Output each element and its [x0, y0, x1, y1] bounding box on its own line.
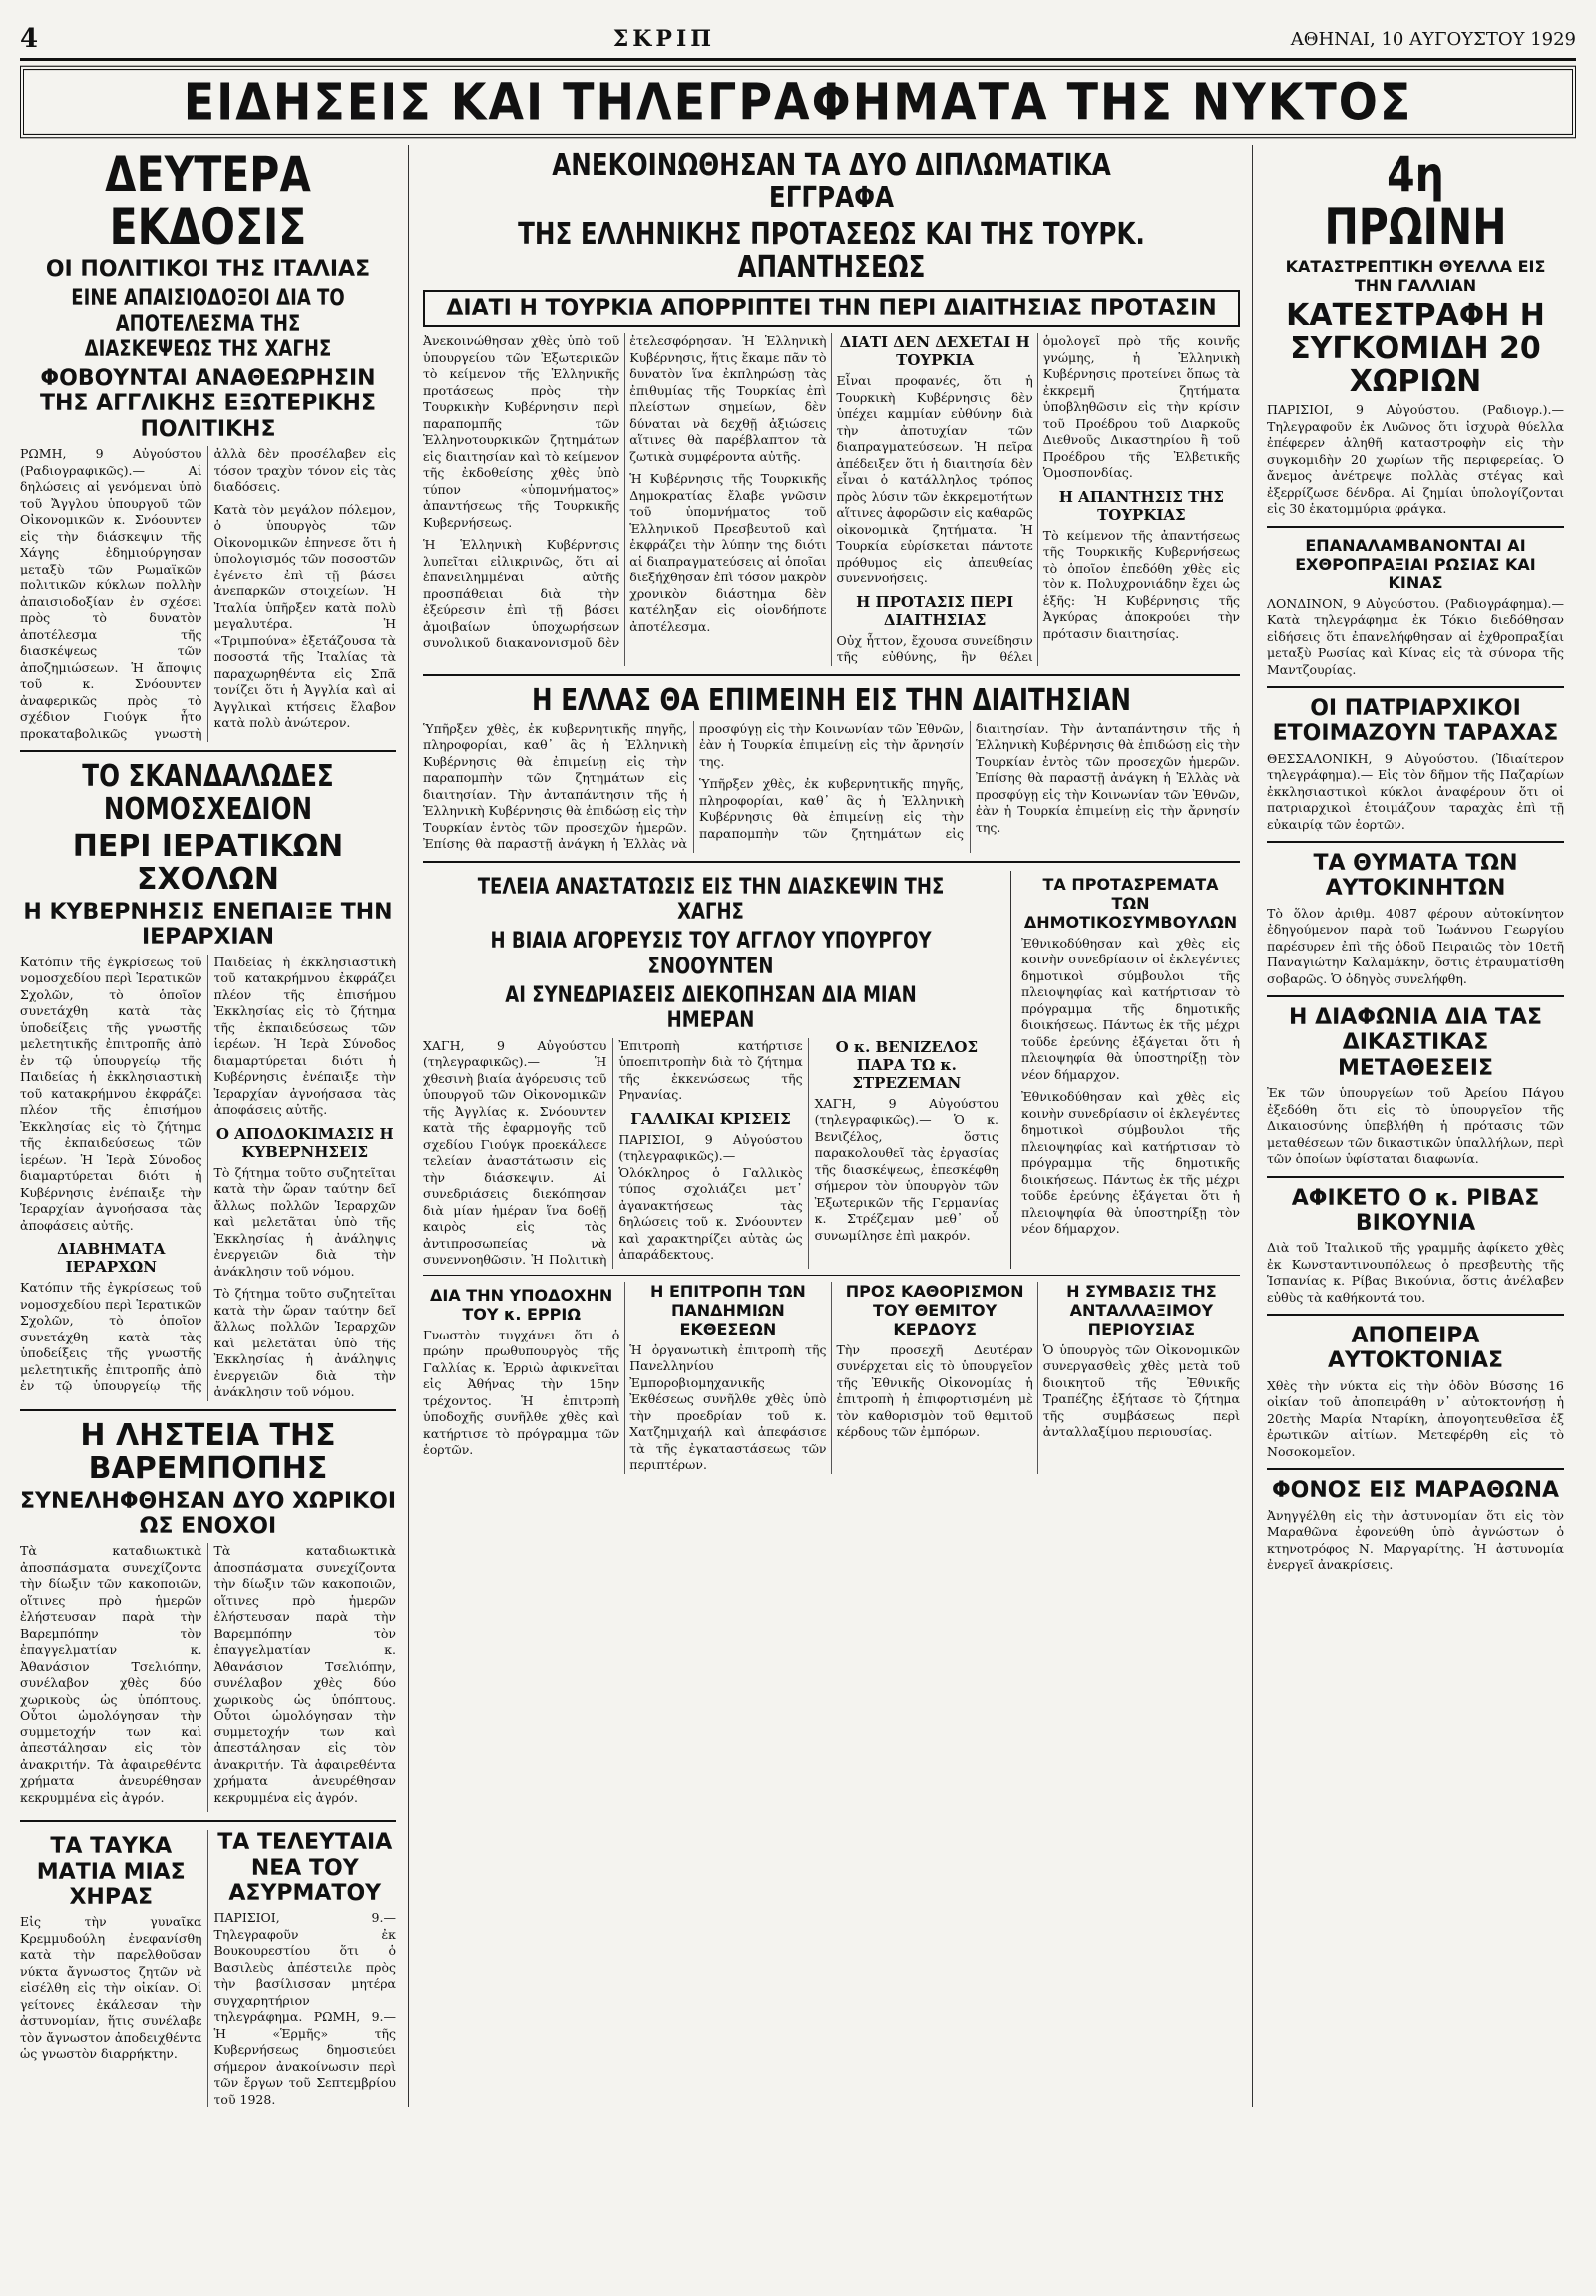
venizelos-subhead: Ο κ. ΒΕΝΙΖΕΛΟΣ ΠΑΡΑ ΤΩ κ. ΣΤΡΕΖΕΜΑΝ — [835, 1037, 979, 1092]
right-column — [1267, 145, 1576, 2107]
page-header — [20, 24, 1576, 61]
diplomatic-paragraph-5: Οὐχ ἧττον, ἔχουσα συνείδησιν τῆς εὐθύνης, ἣν θέλει ὁμολογεῖ πρὸ τῆς κοινῆς γνώμης, ἡ Ἑλληνικὴ Κυβέρνησις προτείνει ὅπως τὰ ἐκκρεμῆ ζητήματα ὑποβληθῶσιν εἰς τὴν κρίσιν τοῦ Προέδρου τοῦ Διαρκοῦς Διεθνοῦς Δικαστηρίου ἢ τοῦ Προέδρου τῆς Ἐλβετικῆς Ὁμοσπονδίας. — [836, 333, 1240, 665]
page-banner: ΕΙΔΗΣΕΙΣ ΚΑΙ ΤΗΛΕΓΡΑΦΗΜΑΤΑ ΤΗΣ ΝΥΚΤΟΣ — [20, 66, 1576, 139]
left-column — [20, 145, 409, 2107]
profit-paragraph: Τὴν προσεχῆ Δευτέραν συνέρχεται εἰς τὸ ὑπουργεῖον τῆς Ἐθνικῆς Οἰκονομίας ἡ ἐπιτροπὴ ἡ ἐπιφορτισμένη μὲ τὸν καθορισμὸν τοῦ θεμιτοῦ κέρδους τῶν ἐμπόρων. — [836, 1341, 1033, 1440]
murder-headline: ΦΟΝΟΣ ΕΙΣ ΜΑΡΑΘΩΝΑ — [1271, 1478, 1560, 1504]
storm-headline-1: ΚΑΤΑΣΤΡΕΠΤΙΚΗ ΘΥΕΛΛΑ ΕΙΣ ΤΗΝ ΓΑΛΛΙΑΝ — [1285, 257, 1546, 295]
robbery-article — [20, 1543, 396, 1812]
russia-china-headline: ΕΠΑΝΑΛΑΜΒΑΝΟΝΤΑΙ ΑΙ ΕΧΘΡΟΠΡΑΞΙΑΙ ΡΩΣΙΑΣ ΚΑΙ ΚΙΝΑΣ — [1295, 535, 1536, 592]
newspaper-page — [20, 24, 1576, 2248]
wireless-headline: ΤΑ ΤΕΛΕΥΤΑΙΑ ΝΕΑ ΤΟΥ ΑΣΥΡΜΑΤΟΥ — [217, 1830, 393, 1906]
arrival-paragraph: Διὰ τοῦ Ἰταλικοῦ τῆς γραμμῆς ἀφίκετο χθὲς ἐκ Κωνσταντινουπόλεως ὁ πρεσβευτὴς τῆς Ἱσπανίας κ. Ρίβας Βικούνια, ὅστις ἀνέλαβεν εὐθὺς τὰ καθήκοντά του. — [1267, 1240, 1564, 1305]
exhibition-paragraph: Ἡ ὀργανωτικὴ ἐπιτροπὴ τῆς Πανελληνίου Ἐμποροβιομηχανικῆς Ἐκθέσεως συνῆλθε χθὲς ὑπὸ τὴν προεδρίαν τοῦ κ. Χατζημιχαήλ καὶ ἀπεφάσισε τὰ τῆς ἐγκαταστάσεως τῶν περιπτέρων. — [629, 1341, 827, 1473]
storm-paragraph: ΠΑΡΙΣΙΟΙ, 9 Αὐγούστου. (Ραδιογρ.).— Τηλεγραφοῦν ἐκ Λυῶνος ὅτι ἰσχυρὰ θύελλα ἐπέφερεν ἀληθῆ καταστροφὴν εἰς τὴν συγκομιδὴν 20 χωρίων τῆς περιφερείας. Ὁ ἄνεμος ἀνέτρεψε πολλὰς στέγας καὶ ἐξερρίζωσε δένδρα. Αἱ ζημίαι ὑπολογίζονται εἰς 30 ἑκατομμύρια φράγκα. — [1267, 402, 1564, 516]
arrival-headline: ΑΦΙΚΕΤΟ Ο κ. ΡΙΒΑΣ ΒΙΚΟΥΝΙΑ — [1291, 1185, 1540, 1236]
venizelos-paragraph: ΧΑΓΗ, 9 Αὐγούστου (τηλεγραφικῶς).— Ὁ κ. Βενιζέλος, ὅστις παρακολουθεῖ τὰς ἐργασίας τῆς διασκέψεως, ἐπεσκέφθη σήμερον τὸν ὑπουργὸν τῶν Ἐξωτερικῶν τῆς Γερμανίας κ. Στρέζεμαν μεθ᾽ οὗ συνωμίλησε ἐπὶ μακρόν. — [814, 1095, 998, 1243]
italy-paragraph-2: Κατὰ τὸν μεγάλον πόλεμον, ὁ ὑπουργὸς τῶν Οἰκονομικῶν ἐπηνεσε ὅτι ἡ ὑπολογισμός τῶν ποσοστῶν ἐγένετο ἐπὶ τῇ βάσει ἀνεπαρκῶν στοιχείων. Ἡ Ἰταλία ὑπῆρξεν κατὰ πολὺ μεγαλυτέρα. Ἡ «Τριμπούνα» ἐξετάζουσα τὰ ποσοστά τῆς Ἰταλίας τὰ παραχωρηθέντα εἰς Σπᾶ τονίζει ὅτι ἡ Ἀγγλία καὶ αἱ Ἀγγλικαὶ κτήσεις ἔλαβον κατὰ πολὺ ἀνώτερον. — [213, 501, 396, 731]
haag-article — [423, 1038, 998, 1269]
divider — [1267, 1176, 1564, 1178]
right-edition-title: 4η ΠΡΩΙΝΗ — [1324, 146, 1507, 256]
disagreement-paragraph: Ἐκ τῶν ὑπουργείων τοῦ Ἀρείου Πάγου ἐξεδόθη ὅτι εἰς τὸ ὑπουργεῖον τῆς Δικαιοσύνης ὑπεβλήθη ἡ πρότασις τῶν μεταθέσεων τῶν δικαστικῶν ὑπαλλήλων, περὶ τῶν ὁποίων ὑφίσταται διαφωνία. — [1267, 1085, 1564, 1167]
issue-date: ΑΘΗΝΑΙ, 10 ΑΥΓΟΥΣΤΟΥ 1929 — [1290, 28, 1576, 50]
turkish-reply-subhead: Η ΑΠΑΝΤΗΣΙΣ ΤΗΣ ΤΟΥΡΚΙΑΣ — [1058, 487, 1225, 524]
murder-paragraph: Ἀνηγγέλθη εἰς τὴν ἀστυνομίαν ὅτι εἰς τὸν Μαραθῶνα ἐφονεύθη ὑπὸ ἀγνώστων ὁ κτηνοτρόφος Ν. Μαργαρίτης. Ἡ ἀστυνομία ἐνεργεῖ ἀνακρίσεις. — [1267, 1507, 1564, 1573]
herriot-paragraph: Γνωστὸν τυγχάνει ὅτι ὁ πρώην πρωθυπουργὸς τῆς Γαλλίας κ. Ἐρριὼ ἀφικνεῖται εἰς Ἀθήνας τὴν 15ην τρέχοντος. Ἡ ἐπιτροπὴ ὑποδοχῆς συνῆλθε χθὲς καὶ κατήρτισε τὸ πρόγραμμα τῶν ἑορτῶν. — [423, 1327, 620, 1458]
bottom-items — [423, 1282, 1240, 1474]
diplomatic-paragraph-1: Ἀνεκοινώθησαν χθὲς ὑπὸ τοῦ ὑπουργείου τῶν Ἐξωτερικῶν τὸ κείμενον τῆς Ἑλληνικῆς προτάσεως πρὸς τὴν Τουρκικὴν Κυβέρνησιν περὶ παραπομπῆς τῶν Ἑλληνοτουρκικῶν ζητημάτων εἰς διαιτησίαν καὶ τὸ κείμενον τῆς ἐκδοθείσης χθὲς ὑπὸ τύπον «ὑπομνήματος» ἀπαντήσεως τῆς Τουρκικῆς Κυβερνήσεως. — [423, 333, 620, 530]
italy-article — [20, 446, 396, 742]
property-paragraph: Ὁ ὑπουργὸς τῶν Οἰκονομικῶν συνεργασθεὶς χθὲς μετὰ τοῦ διοικητοῦ τῆς Ἐθνικῆς Τραπέζης ἐξήτασε τὸ ζήτημα τῆς συμβάσεως περὶ ἀνταλλαξίμου περιουσίας. — [1042, 1341, 1240, 1440]
haag-paragraph: ΧΑΓΗ, 9 Αὐγούστου (τηλεγραφικῶς).— Ἡ χθεσινὴ βιαία ἀγόρευσις τοῦ ὑπουργοῦ τῶν Οἰκονομικῶν τῆς Ἀγγλίας κ. Σνόουντεν κατὰ τῆς ἐφαρμογῆς τοῦ σχεδίου Γιούγκ προεκάλεσε τελείαν ἀναστάτωσιν εἰς τὴν διάσκεψιν. Αἱ συνεδριάσεις διεκόπησαν διὰ μίαν ἡμέραν ἵνα δοθῇ καιρὸς εἰς τὰς ἀντιπροσωπείας νὰ συνεννοηθῶσιν. Ἡ Πολιτικὴ Ἐπιτροπὴ κατήρτισε ὑποεπιτροπὴν διὰ τὸ ζήτημα τῆς ἐκκενώσεως τῆς Ρηνανίας. — [423, 1037, 803, 1268]
widow-paragraph: Εἰς τὴν γυναῖκα Κρεμμυδούλη ἐνεφανίσθη κατὰ τὴν παρελθοῦσαν νύκτα ἄγνωστος ζητῶν νὰ εἰσέλθη εἰς τὴν οἰκίαν. Οἱ γείτονες ἐκάλεσαν τὴν ἀστυνομίαν, ἥτις συνέλαβε τὸν ἄγνωστον ἀποδειχθέντα ὡς γνωστὸν διαρρήκτην. — [20, 1914, 202, 2062]
bill-paragraph-1: Κατόπιν τῆς ἐγκρίσεως τοῦ νομοσχεδίου περὶ Ἱερατικῶν Σχολῶν, τὸ ὁποῖον συνετάχθη κατὰ τὰς ὑποδείξεις τῆς γνωστῆς μελετητικῆς ἐπιτροπῆς ἀπὸ ἐν τῷ ὑπουργείῳ τῆς Παιδείας ἡ ἐκκλησιαστικὴ τοῦ κατακρήμνου ἐκφράζει πλέον τῆς ἐπισήμου Ἐκκλησίας εἰς τὸ ζήτημα τῆς ἐκπαιδεύσεως τῶν ἱερέων. Ἡ Ἱερὰ Σύνοδος διαμαρτύρεται διότι ἡ Κυβέρνησις ἐνέπαιξε τὴν Ἱεραρχίαν ἀγνοήσασα τὰς ἀποφάσεις αὐτῆς. — [20, 954, 202, 1233]
haag-main — [423, 871, 998, 1269]
russia-china-paragraph: ΛΟΝΔΙΝΟΝ, 9 Αὐγούστου. (Ραδιογράφημα).— Κατὰ τηλεγράφημα ἐκ Τόκιο διεδόθησαν εἰδήσεις ὅτι ἐπανελήφθησαν αἱ ἐχθροπραξίαι μεταξὺ Ρωσίας καὶ Κίνας εἰς τὰ σύνορα τῆς Μαντζουρίας. — [1267, 595, 1564, 677]
diplomatic-article — [423, 333, 1240, 666]
columns — [20, 145, 1576, 2107]
why-not-subhead: ΔΙΑΤΙ ΔΕΝ ΔΕΧΕΤΑΙ Η ΤΟΥΡΚΙΑ — [839, 333, 1030, 370]
greece-insists-paragraph: Ὑπῆρξεν χθὲς, ἐκ κυβερνητικῆς πηγῆς, πληροφορίαι, καθ᾽ ἃς ἡ Ἑλληνικὴ Κυβέρνησις θὰ ἐπιμείνῃ εἰς τὴν παραπομπὴν τῶν ζητημάτων εἰς διαιτησίαν. Τὴν ἀνταπάντησιν τῆς ἡ Ἑλληνικὴ Κυβέρνησις θὰ ἐπιδώσῃ εἰς τὴν Τουρκίαν ἐντὸς τῶν προσεχῶν ἡμερῶν. Ἐπίσης θὰ παραστῇ ἀνάγκη ἡ Ἑλλὰς νὰ προσφύγῃ εἰς τὴν Κοινωνίαν τῶν Ἐθνῶν, ἐὰν ἡ Τουρκία ἐπιμείνῃ εἰς τὴν ἄρνησίν της. — [423, 720, 964, 852]
center-column — [423, 145, 1253, 2107]
wireless-paragraph: ΠΑΡΙΣΙΟΙ, 9.— Τηλεγραφοῦν ἐκ Βουκουρεστίου ὅτι ὁ Βασιλεὺς ἀπέστειλε πρὸς τὴν βασίλισσαν μητέρα συγχαρητήριον τηλεγράφημα. ΡΩΜΗ, 9.— Ἡ «Ἑρμῆς» τῆς Κυβερνήσεως δημοσιεύει σήμερον ἀνακοίνωσιν περὶ τῶν ἔργων τοῦ Σεπτεμβρίου τοῦ 1928. — [213, 1910, 396, 2106]
bill-headline-3: Η ΚΥΒΕΡΝΗΣΙΣ ΕΝΕΠΑΙΞΕ ΤΗΝ ΙΕΡΑΡΧΙΑΝ — [23, 900, 393, 951]
bill-headline-2: ΠΕΡΙ ΙΕΡΑΤΙΚΩΝ ΣΧΟΛΩΝ — [72, 829, 344, 898]
italy-paragraph-1: ΡΩΜΗ, 9 Αὐγούστου (Ραδιογραφικῶς).— Αἱ δηλώσεις αἱ γενόμεναι ὑπὸ τοῦ Ἄγγλου ὑπουργοῦ τῶν Οἰκονομικῶν κ. Σνόουντεν εἰς τὴν διάσκεψιν τῆς Χάγης ἐδημιούργησαν μεταξὺ τῶν Ρωμαϊκῶν πολιτικῶν κύκλων πολλὴν ἀπαισιοδοξίαν ἐν σχέσει πρὸς τὸ δυνατὸν ἀποτέλεσμα τῆς διασκέψεως τῶν ἀποζημιώσεων. Ἡ ἄποψις τοῦ κ. Σνόουντεν ἀναφερικῶς πρὸς τὸ σχέδιον Γιούγκ ἦτο προκαταβολικῶς γνωστὴ ἀλλὰ δὲν προσέλαβεν εἰς τόσον τραχὺν τόνον εἰς τὰς διαδόσεις. — [20, 446, 396, 741]
divider — [1267, 995, 1564, 997]
bill-article — [20, 955, 396, 1401]
bill-paragraph-2b: Τὸ ζήτημα τοῦτο συζητεῖται κατὰ τὴν ὥραν ταύτην δεῖ ἄλλως πολλῶν Ἱεραρχῶν καὶ μελετᾶται ὑπὸ τῆς Ἐκκλησίας ἡ ἀνάληψις ἐνεργειῶν διὰ τὴν ἀνάκλησιν τοῦ νόμου. — [213, 1286, 396, 1400]
suicide-paragraph: Χθὲς τὴν νύκτα εἰς τὴν ὁδὸν Βύσσης 16 οἰκίαν τοῦ ἀποπειράθη ν᾽ αὐτοκτονήσῃ ἡ 20ετὴς Μαρία Νταρίκη, ἀπογοητευθεῖσα ἐξ ἐρωτικῶν αἰτίων. Μετεφέρθη εἰς τὸ Νοσοκομεῖον. — [1267, 1377, 1564, 1459]
property-headline: Η ΣΥΜΒΑΣΙΣ ΤΗΣ ΑΝΤΑΛΛΑΞΙΜΟΥ ΠΕΡΙΟΥΣΙΑΣ — [1066, 1281, 1217, 1339]
suicide-headline: ΑΠΟΠΕΙΡΑ ΑΥΤΟΚΤΟΝΙΑΣ — [1327, 1324, 1504, 1374]
divider — [1267, 841, 1564, 843]
italy-headline-3: ΦΟΒΟΥΝΤΑΙ ΑΝΑΘΕΩΡΗΣΙΝ ΤΗΣ ΑΓΓΛΙΚΗΣ ΕΞΩΤΕΡΙΚΗΣ ΠΟΛΙΤΙΚΗΣ — [40, 366, 376, 442]
exhibition-headline: Η ΕΠΙΤΡΟΠΗ ΤΩΝ ΠΑΝΔΗΜΙΩΝ ΕΚΘΕΣΕΩΝ — [650, 1281, 806, 1339]
disagreement-headline: Η ΔΙΑΦΩΝΙΑ ΔΙΑ ΤΑΣ ΔΙΚΑΣΤΙΚΑΣ ΜΕΤΑΘΕΣΕΙΣ — [1289, 1005, 1542, 1081]
bill-subhead-1: ΔΙΑΒΗΜΑΤΑ ΙΕΡΑΡΧΩΝ — [57, 1240, 166, 1277]
haag-headline-3: ΑΙ ΣΥΝΕΔΡΙΑΣΕΙΣ ΔΙΕΚΟΠΗΣΑΝ ΔΙΑ ΜΙΑΝ ΗΜΕΡΑΝ — [505, 982, 917, 1034]
herriot-headline: ΔΙΑ ΤΗΝ ΥΠΟΔΟΧΗΝ ΤΟΥ κ. ΕΡΡΙΩ — [430, 1285, 613, 1324]
greece-insists-headline: Η ΕΛΛΑΣ ΘΑ ΕΠΙΜΕΙΝΗ ΕΙΣ ΤΗΝ ΔΙΑΙΤΗΣΙΑΝ — [532, 682, 1131, 718]
patriarchal-paragraph: ΘΕΣΣΑΛΟΝΙΚΗ, 9 Αὐγούστου. (Ἰδιαίτερον τηλεγράφημα).— Εἰς τὸν δῆμον τῆς Παζαρίων ἐκκλησιαστικοὶ κύκλοι ἀναφέρουν ὅτι οἱ πατριαρχικοὶ ἑτοιμάζουν ταραχὰς ἐπὶ τῇ εὐκαιρίᾳ τῶν ἑορτῶν. — [1267, 750, 1564, 832]
edition-title: ΔΕΥΤΕΡΑ ΕΚΔΟΣΙΣ — [104, 146, 312, 256]
arbitration-subhead: Η ΠΡΟΤΑΣΙΣ ΠΕΡΙ ΔΙΑΙΤΗΣΙΑΣ — [856, 592, 1014, 629]
greece-insists-paragraph-b: Ὑπῆρξεν χθὲς, ἐκ κυβερνητικῆς πηγῆς, πληροφορίαι, καθ᾽ ἃς ἡ Ἑλληνικὴ Κυβέρνησις θὰ ἐπιμείνῃ εἰς τὴν παραπομπὴν τῶν ζητημάτων εἰς διαιτησίαν. Τὴν ἀνταπάντησιν τῆς ἡ Ἑλληνικὴ Κυβέρνησις θὰ ἐπιδώσῃ εἰς τὴν Τουρκίαν ἐντὸς τῶν προσεχῶν ἡμερῶν. Ἐπίσης θὰ παραστῇ ἀνάγκη ἡ Ἑλλὰς νὰ προσφύγῃ εἰς τὴν Κοινωνίαν τῶν Ἐθνῶν, ἐὰν ἡ Τουρκία ἐπιμείνῃ εἰς τὴν ἄρνησίν της. — [699, 720, 1240, 841]
robbery-paragraph: Τὰ καταδιωκτικὰ ἀποσπάσματα συνεχίζοντα τὴν δίωξιν τῶν κακοποιῶν, οἵτινες πρὸ ἡμερῶν ἐλήστευσαν παρὰ τὴν Βαρεμπόπην τὸν ἐπαγγελματίαν κ. Ἀθανάσιον Τσελιόπην, συνέλαβον χθὲς δύο χωρικοὺς ὡς ὑπόπτους. Οὗτοι ὡμολόγησαν τὴν συμμετοχήν των καὶ ἀπεστάλησαν εἰς τὸν ἀνακριτήν. Τὰ ἀφαιρεθέντα χρήματα ἀνευρέθησαν κεκρυμμένα εἰς ἀγρόν. — [20, 1543, 202, 1805]
haag-headline-2: Η ΒΙΑΙΑ ΑΓΟΡΕΥΣΙΣ ΤΟΥ ΑΓΓΛΟΥ ΥΠΟΥΡΓΟΥ ΣΝΟΟΥΝΤΕΝ — [490, 929, 932, 979]
dimot-paragraph-b: Ἐθνικοδύθησαν καὶ χθὲς εἰς κοινὴν συνεδρίασιν οἱ ἐκλεγέντες δημοτικοὶ σύμβουλοι τῆς πλειοψηφίας καὶ κατήρτισαν τὸ πρόγραμμα τῆς δημοτικῆς διοικήσεως. Πάντως ἐκ τῆς μέχρι τοῦδε ἐρεύνης ἐξάγεται ὅτι ἡ πλειοψηφία θὰ ὑποστηρίξῃ τὸν νέον δήμαρχον. — [1021, 1089, 1240, 1237]
patriarchal-headline: ΟΙ ΠΑΤΡΙΑΡΧΙΚΟΙ ΕΤΟΙΜΑΖΟΥΝ ΤΑΡΑΧΑΣ — [1272, 696, 1559, 747]
divider — [423, 1275, 1240, 1276]
car-victims-paragraph: Τὸ ὅλον ἀριθμ. 4087 φέρουν αὐτοκίνητον ἐδηγούμενον παρὰ τοῦ Ἰωάννου Γεωργίου παρέσυρεν ἐπὶ τῆς ὁδοῦ Πειραιῶς τὸν 10ετῆ Παναγιώτην Καλαμάκην, ὅστις ἐτραυματίσθη σοβαρῶς. Ὁ ὁδηγὸς συνελήφθη. — [1267, 905, 1564, 986]
haag-headline-1: ΤΕΛΕΙΑ ΑΝΑΣΤΑΤΩΣΙΣ ΕΙΣ ΤΗΝ ΔΙΑΣΚΕΨΙΝ ΤΗΣ ΧΑΓΗΣ — [477, 874, 945, 926]
profit-headline: ΠΡΟΣ ΚΑΘΟΡΙΣΜΟΝ ΤΟΥ ΘΕΜΙΤΟΥ ΚΕΡΔΟΥΣ — [845, 1281, 1024, 1339]
greece-insists-article — [423, 721, 1240, 853]
robbery-headline-2: ΣΥΝΕΛΗΦΘΗΣΑΝ ΔΥΟ ΧΩΡΙΚΟΙ ΩΣ ΕΝΟΧΟΙ — [20, 1488, 397, 1539]
car-victims-headline: ΤΑ ΘΥΜΑΤΑ ΤΩΝ ΑΥΤΟΚΙΝΗΤΩΝ — [1313, 851, 1518, 902]
diplomatic-paragraph-2: Ἡ Ἑλληνικὴ Κυβέρνησις λυπεῖται εἰλικρινῶς, ὅτι αἱ ἐπανειλημμέναι αὐτῆς προσπάθειαι διὰ τὴν ἐξεύρεσιν ἐπὶ τῇ βάσει ἀμοιβαίων ὑποχωρήσεων συνολικοῦ διακανονισμοῦ δὲν ἐτελεσφόρησαν. Ἡ Ἑλληνικὴ Κυβέρνησις, ἥτις ἔκαμε πᾶν τὸ δυνατὸν ἵνα ἐκπληρώσῃ τὰς ἐπιθυμίας τῆς Τουρκίας ἐπὶ πλείστων σημείων, δὲν δύναται νὰ δεχθῇ ἀξιώσεις αἵτινες θὰ παρέβλαπτον τὰ ζωτικὰ συμφέροντα αὐτῆς. — [423, 333, 827, 651]
main-headline-3: ΔΙΑΤΙ Η ΤΟΥΡΚΙΑ ΑΠΟΡΡΙΠΤΕΙ ΤΗΝ ΠΕΡΙ ΔΙΑΙΤΗΣΙΑΣ ΠΡΟΤΑΣΙΝ — [423, 290, 1240, 327]
divider — [20, 750, 396, 752]
dimot-paragraph: Ἐθνικοδύθησαν καὶ χθὲς εἰς κοινὴν συνεδρίασιν οἱ ἐκλεγέντες δημοτικοὶ σύμβουλοι τῆς πλειοψηφίας καὶ κατήρτισαν τὸ πρόγραμμα τῆς δημοτικῆς διοικήσεως. Πάντως ἐκ τῆς μέχρι τοῦδε ἐρεύνης ἐξάγεται ὅτι ἡ πλειοψηφία θὰ ὑποστηρίξῃ τὸν νέον δήμαρχον. — [1021, 935, 1240, 1082]
italy-headline-2: ΕΙΝΕ ΑΠΑΙΣΙΟΔΟΞΟΙ ΔΙΑ ΤΟ ΑΠΟΤΕΛΕΣΜΑ ΤΗΣ ΔΙΑΣΚΕΨΕΩΣ ΤΗΣ ΧΑΓΗΣ — [71, 286, 345, 362]
widow-headline: ΤΑ ΤΑΥΚΑ ΜΑΤΙΑ ΜΙΑΣ ΧΗΡΑΣ — [36, 1834, 186, 1910]
dimot-box — [1010, 871, 1240, 1269]
divider — [423, 674, 1240, 676]
divider — [20, 1820, 396, 1822]
storm-headline-2: ΚΑΤΕΣΤΡΑΦΗ Η ΣΥΓΚΟΜΙΔΗ 20 ΧΩΡΙΩΝ — [1286, 298, 1545, 399]
divider — [20, 1409, 396, 1411]
bill-paragraph-1b: Κατόπιν τῆς ἐγκρίσεως τοῦ νομοσχεδίου περὶ Ἱερατικῶν Σχολῶν, τὸ ὁποῖον συνετάχθη κατὰ τὰς ὑποδείξεις τῆς γνωστῆς μελετητικῆς ἐπιτροπῆς ἀπὸ ἐν τῷ ὑπουργείῳ τῆς Παιδείας ἡ ἐκκλησιαστικὴ τοῦ κατακρήμνου ἐκφράζει πλέον τῆς ἐπισήμου Ἐκκλησίας εἰς τὸ ζήτημα τῆς ἐκπαιδεύσεως τῶν ἱερέων. Ἡ Ἱερὰ Σύνοδος διαμαρτύρεται διότι ἡ Κυβέρνησις ἐνέπαιξε τὴν Ἱεραρχίαν ἀγνοήσασα τὰς ἀποφάσεις αὐτῆς. — [20, 954, 396, 1394]
robbery-paragraph-b: Τὰ καταδιωκτικὰ ἀποσπάσματα συνεχίζοντα τὴν δίωξιν τῶν κακοποιῶν, οἵτινες πρὸ ἡμερῶν ἐλήστευσαν παρὰ τὴν Βαρεμπόπην τὸν ἐπαγγελματίαν κ. Ἀθανάσιον Τσελιόπην, συνέλαβον χθὲς δύο χωρικοὺς ὡς ὑπόπτους. Οὗτοι ὡμολόγησαν τὴν συμμετοχήν των καὶ ἀπεστάλησαν εἰς τὸν ἀνακριτήν. Τὰ ἀφαιρεθέντα χρήματα ἀνευρέθησαν κεκρυμμένα εἰς ἀγρόν. — [213, 1543, 396, 1805]
gallia-subhead: ΓΑΛΛΙΚΑΙ ΚΡΙΣΕΙΣ — [630, 1109, 791, 1128]
divider — [1267, 686, 1564, 688]
divider — [1267, 526, 1564, 528]
bill-headline-1: ΤΟ ΣΚΑΝΔΑΛΩΔΕΣ ΝΟΜΟΣΧΕΔΙΟΝ — [82, 759, 334, 828]
divider — [1267, 1468, 1564, 1470]
diplomatic-paragraph-4: Εἶναι προφανές, ὅτι ἡ Τουρκικὴ Κυβέρνησις δὲν ὑπέχει καμμίαν εὐθύνην διὰ τὴν ἀποτυχίαν τῶν διαπραγματεύσεων. Ἡ πεῖρα ἀπέδειξεν ὅτι ἡ διαιτησία δὲν εἶναι ὁ κατάλληλος τρόπος πρὸς λύσιν τῶν ἐκκρεμοτήτων αἵτινες ἀφορῶσιν εἰς καθαρῶς οἰκονομικὰ ζητήματα. Ἡ Τουρκία εὑρίσκεται πάντοτε πρόθυμος εἰς ἀπευθείας συνεννοήσεις. — [836, 373, 1033, 586]
bill-paragraph-2: Τὸ ζήτημα τοῦτο συζητεῖται κατὰ τὴν ὥραν ταύτην δεῖ ἄλλως πολλῶν Ἱεραρχῶν καὶ μελετᾶται ὑπὸ τῆς Ἐκκλησίας ἡ ἀνάληψις ἐνεργειῶν διὰ τὴν ἀνάκλησιν τοῦ νόμου. — [213, 1164, 396, 1279]
main-headline-2: ΤΗΣ ΕΛΛΗΝΙΚΗΣ ΠΡΟΤΑΣΕΩΣ ΚΑΙ ΤΗΣ ΤΟΥΡΚ. ΑΠΑΝΤΗΣΕΩΣ — [518, 217, 1145, 285]
diplomatic-paragraph-6: Τὸ κείμενον τῆς ἀπαντήσεως τῆς Τουρκικῆς Κυβερνήσεως τὸ ὁποῖον ἐπεδόθη χθὲς εἰς τὸν κ. Πολυχρονιάδην ἔχει ὡς ἑξῆς: Ἡ Κυβέρνησις τῆς Ἀγκύρας ἀποκρούει τὴν πρότασιν διαιτησίας. — [1042, 527, 1240, 641]
robbery-headline-1: Η ΛΗΣΤΕΙΑ ΤΗΣ ΒΑΡΕΜΠΟΠΗΣ — [80, 1417, 336, 1486]
divider — [423, 861, 1240, 863]
divider — [1267, 1314, 1564, 1316]
bill-subhead-2: Ο ΑΠΟΔΟΚΙΜΑΣΙΣ Η ΚΥΒΕΡΝΗΣΕΙΣ — [215, 1124, 394, 1161]
italy-headline-1: ΟΙ ΠΟΛΙΤΙΚΟΙ ΤΗΣ ΙΤΑΛΙΑΣ — [45, 257, 371, 282]
dimot-headline: ΤΑ ΠΡΟΤΑΣΡΕΜΑΤΑ ΤΩΝ ΔΗΜΟΤΙΚΟΣΥΜΒΟΥΛΩΝ — [1023, 874, 1238, 932]
haag-block — [423, 871, 1240, 1269]
gallia-paragraph: ΠΑΡΙΣΙΟΙ, 9 Αὐγούστου (τηλεγραφικῶς).— Ὁλόκληρος ὁ Γαλλικὸς τύπος σχολιάζει μετ᾽ ἀγανακτήσεως τὰς δηλώσεις τοῦ κ. Σνόουντεν καὶ χαρακτηρίζει αὐτὰς ὡς ἀπαράδεκτους. — [618, 1131, 803, 1263]
page-number: 4 — [20, 24, 39, 54]
masthead: ΣΚΡΙΠ — [612, 26, 716, 52]
diplomatic-paragraph-3: Ἡ Κυβέρνησις τῆς Τουρκικῆς Δημοκρατίας ἔλαβε γνῶσιν τοῦ ὑπομνήματος τοῦ Ἑλληνικοῦ Πρεσβευτοῦ καὶ ἐκφράζει τὴν λύπην της διότι αἱ διαπραγματεύσεις αἱ ὁποῖαι διεξήχθησαν ἐπὶ τόσον μακρὸν χρονικὸν διάστημα δὲν κατέληξαν εἰς οἱονδήποτε ἀποτέλεσμα. — [629, 471, 827, 634]
small-items — [20, 1830, 396, 2107]
main-headline-1: ΑΝΕΚΟΙΝΩΘΗΣΑΝ ΤΑ ΔΥΟ ΔΙΠΛΩΜΑΤΙΚΑ ΕΓΓΡΑΦΑ — [552, 148, 1111, 215]
